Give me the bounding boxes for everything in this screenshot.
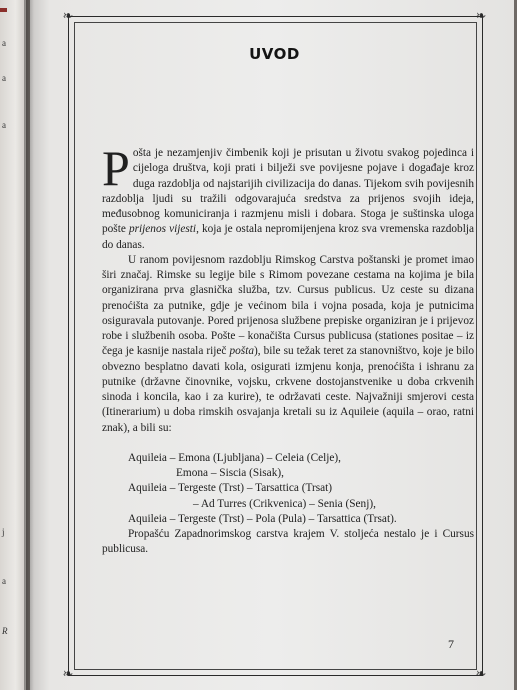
emphasis: prijenos vijesti (128, 223, 197, 236)
spine-shadow (24, 0, 34, 690)
corner-ornament-icon: ❧ (62, 666, 74, 681)
adjacent-page-fragment: a (2, 38, 6, 48)
adjacent-page-fragment: j (2, 527, 5, 537)
paragraph-roman-era: U ranom povijesnom razdoblju Rimskog Carstva poštanski je promet imao širi značaj. Rimske su legije bile s Rimom povezane cestama na kojima je bila organizirana prva glasnička služba, tzv. Cursus publicus. Uz ceste su dizana prenoćišta za putnike, gdje je većinom bila i vojna posada, koja je putnicima osiguravala putovanje. Pored prijenosa službene prepiske organiziran je i prijevoz robe i službenih osoba. Pošte – konačišta Cursus publicusa (stationes positae – iz čega je kasnije nastala riječ pošta), bile su težak teret za stanovništvo, koje je bilo obvezno besplatno davati kola, osigurati izmjenu konja, prenoćišta i ishranu za putnike (državne činovnike, vojsku, crkvene dostojanstvenike u doba crkvenih sinoda i koncila, kao i za kurire), te održavati ceste. Najvažniji smjerovi cesta (Itinerarium) u doba rimskih osvajanja kretali su iz Aquileie (aquila – orao, ratni znak), a bili su: (102, 253, 474, 434)
adjacent-page-edge (0, 0, 26, 690)
adjacent-page-fragment: R (2, 626, 8, 636)
emphasis: pošta (229, 345, 254, 358)
chapter-title: UVOD (249, 45, 300, 63)
paragraph-intro: Pošta je nezamjenjiv čimbenik koji je prisutan u životu svakog pojedinca i cijeloga društva, koji prati i bilježi sve povijesne pojave i događaje kroz duga razdoblja od najstarijih civilizacija do danas. Tijekom svih povijesnih razdoblja ljudi su tražili odgovarajuća sredstva za prijenos svojih ideja, međusobnog komuniciranja i razmjenu misli i dobara. Stoga je suštinska uloga pošte prijenos vijesti, koja je ostala nepromijenjena kroz sva vremenska razdoblja do danas. (102, 140, 474, 251)
corner-ornament-icon: ❧ (62, 8, 74, 23)
corner-ornament-icon: ❧ (475, 8, 487, 23)
route-line: – Ad Turres (Crikvenica) – Senia (Senj), (193, 497, 376, 510)
book-page (30, 0, 514, 690)
adjacent-page-fragment: a (2, 576, 6, 586)
route-line: Aquileia – Tergeste (Trst) – Pola (Pula) – Tarsattica (Trsat). (128, 512, 397, 525)
paragraph-closing: Propašću Zapadnorimskog carstva krajem V. stoljeća nestalo je i Cursus publicusa. (102, 528, 474, 556)
body-text (102, 140, 474, 558)
page-marker (0, 8, 7, 12)
route-line: Aquileia – Tergeste (Trst) – Tarsattica (Trsat) (128, 482, 333, 495)
drop-cap: P (102, 140, 130, 196)
adjacent-page-fragment: a (2, 73, 6, 83)
adjacent-page-fragment: a (2, 120, 6, 130)
route-list (102, 451, 474, 527)
corner-ornament-icon: ❧ (475, 666, 487, 681)
page-number: 7 (448, 637, 454, 651)
route-line: Emona – Siscia (Sisak), (176, 467, 284, 479)
route-line: Aquileia – Emona (Ljubljana) – Celeia (Celje), (128, 451, 341, 464)
